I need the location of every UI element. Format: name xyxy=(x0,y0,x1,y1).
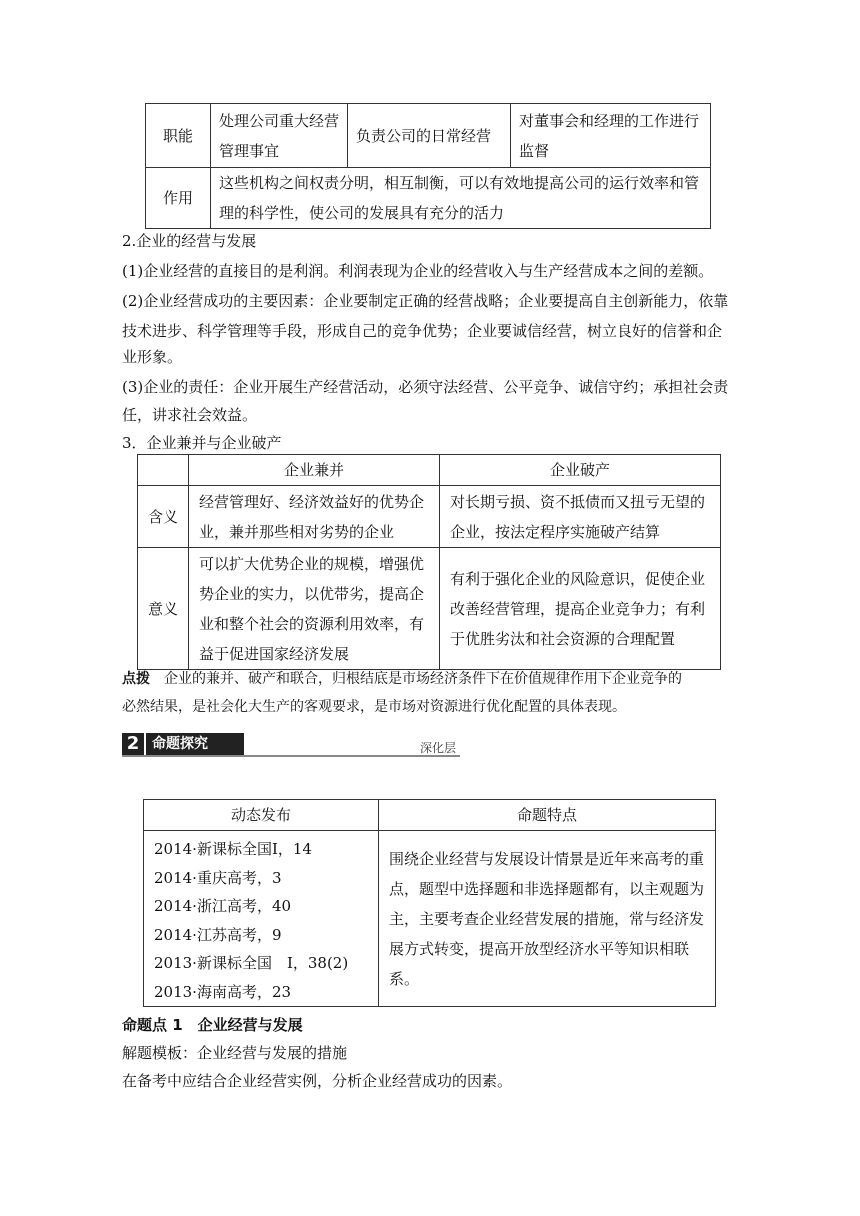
tip-text-1: 企业的兼并、破产和联合，归根结底是市场经济条件下在价值规律作用下企业竞争的 xyxy=(164,671,682,687)
table-row xyxy=(138,486,721,548)
list-item: 2014·浙江高考，40 xyxy=(154,897,292,915)
col-header-features: 命题特点 xyxy=(379,800,716,831)
row-label-zuoyong: 作用 xyxy=(146,168,211,229)
cell-function: 这些机构之间权责分明，相互制衡，可以有效地提高公司的运行效率和管理的科学性，使公司的发展具有充分的活力 xyxy=(211,168,711,229)
list-item: 2014·重庆高考，3 xyxy=(154,868,282,887)
list-item: 2014·新课标全国Ⅰ，14 xyxy=(154,840,312,858)
tip-label: 点拨 xyxy=(122,671,150,687)
cell-merger-meaning: 经营管理好、经济效益好的优势企业，兼并那些相对劣势的企业 xyxy=(189,486,440,548)
section-heading: 2.企业的经营与发展 xyxy=(122,232,257,250)
paragraph: (1)企业经营的直接目的是利润。利润表现为企业的经营收入与生产经营成本之间的差额。 xyxy=(122,262,714,280)
section-banner xyxy=(122,733,460,755)
section-subtitle: 深化层 xyxy=(420,741,457,755)
section-underline xyxy=(122,755,460,757)
table-row xyxy=(144,800,716,831)
tip-line-2: 必然结果，是社会化大生产的客观要求，是市场对资源进行优化配置的具体表现。 xyxy=(122,699,626,715)
empty-header-cell xyxy=(138,455,189,486)
cell-shareholders: 处理公司重大经营管理事宜 xyxy=(211,104,348,168)
list-item: 2014·江苏高考，9 xyxy=(154,925,282,944)
paragraph: 技术进步、科学管理等手段，形成自己的竞争优势；企业要诚信经营，树立良好的信誉和企 xyxy=(122,322,723,340)
list-item: 2013·海南高考，23 xyxy=(154,982,292,1001)
section-heading: 3．企业兼并与企业破产 xyxy=(122,434,282,452)
tip-line-1 xyxy=(122,664,742,694)
merger-bankruptcy-table xyxy=(137,454,721,670)
table-row xyxy=(138,548,721,670)
cell-supervisors: 对董事会和经理的工作进行监督 xyxy=(511,104,711,168)
table-row xyxy=(138,455,721,486)
table-row xyxy=(144,831,716,1007)
list-item: 2013·新课标全国 Ⅰ，38(2) xyxy=(154,954,349,972)
features-cell: 围绕企业经营与发展设计情景是近年来高考的重点，题型中选择题和非选择题都有，以主观题为主，主要考查企业经营发展的措施，常与经济发展方式转变，提高开放型经济水平等知识相联系。 xyxy=(379,831,716,1007)
row-label-hanyi: 含义 xyxy=(138,486,189,548)
col-header-merger: 企业兼并 xyxy=(189,455,440,486)
exam-table xyxy=(143,799,716,1007)
paragraph: 业形象。 xyxy=(122,348,183,366)
table-row xyxy=(146,104,711,168)
cell-merger-significance: 可以扩大优势企业的规模，增强优势企业的实力，以优带劣，提高企业和整个社会的资源利用效率，有益于促进国家经济发展 xyxy=(189,548,440,670)
cell-bankruptcy-significance: 有利于强化企业的风险意识，促使企业改善经营管理，提高企业竞争力；有利于优胜劣汰和社会资源的合理配置 xyxy=(440,548,721,670)
section-number: 2 xyxy=(122,733,144,755)
table-row xyxy=(146,168,711,229)
col-header-bankruptcy: 企业破产 xyxy=(440,455,721,486)
study-advice: 在备考中应结合企业经营实例，分析企业经营成功的因素。 xyxy=(122,1072,513,1090)
paragraph: (3)企业的责任：企业开展生产经营活动，必须守法经营、公平竞争、诚信守约；承担社会责 xyxy=(122,378,729,396)
section-title: 命题探究 xyxy=(146,733,244,755)
paragraph: (2)企业经营成功的主要因素：企业要制定正确的经营战略；企业要提高自主创新能力，依靠 xyxy=(122,292,729,310)
col-header-releases: 动态发布 xyxy=(144,800,379,831)
proposition-point: 命题点 1 企业经营与发展 xyxy=(122,1016,303,1034)
institution-table xyxy=(145,103,711,229)
row-label-yiyi: 意义 xyxy=(138,548,189,670)
cell-manager: 负责公司的日常经营 xyxy=(348,104,511,168)
row-label-zhineng: 职能 xyxy=(146,104,211,168)
paragraph: 任，讲求社会效益。 xyxy=(122,406,258,424)
releases-list xyxy=(144,831,379,1007)
cell-bankruptcy-meaning: 对长期亏损、资不抵债而又扭亏无望的企业，按法定程序实施破产结算 xyxy=(440,486,721,548)
solution-template: 解题模板：企业经营与发展的措施 xyxy=(122,1044,348,1062)
